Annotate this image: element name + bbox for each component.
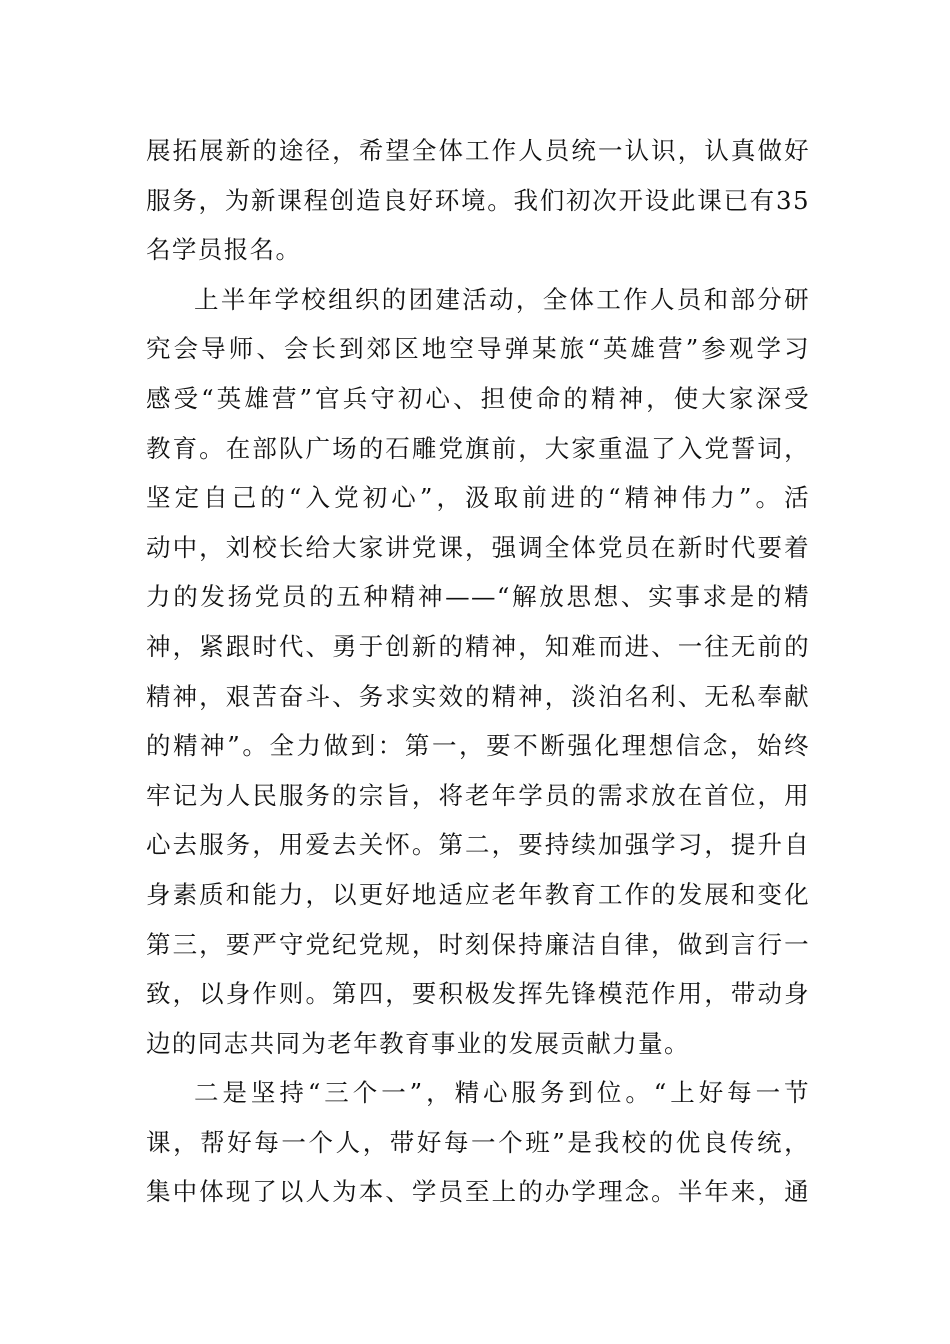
- text-line: 精神，艰苦奋斗、务求实效的精神，淡泊名利、无私奉献: [146, 681, 810, 711]
- text-line: 神，紧跟时代、勇于创新的精神，知难而进、一往无前的: [146, 631, 810, 661]
- text-line: 究会导师、会长到郊区地空导弹某旅“英雄营”参观学习: [146, 334, 810, 364]
- text-line: 感受“英雄营”官兵守初心、担使命的精神，使大家深受: [146, 383, 810, 413]
- text-line: 集中体现了以人为本、学员至上的办学理念。半年来，通: [146, 1177, 810, 1207]
- text-line: 名学员报名。: [146, 235, 302, 265]
- text-line: 上半年学校组织的团建活动，全体工作人员和部分研: [194, 284, 810, 314]
- text-line: 教育。在部队广场的石雕党旗前，大家重温了入党誓词，: [146, 433, 810, 463]
- text-line: 展拓展新的途径，希望全体工作人员统一认识，认真做好: [146, 136, 810, 165]
- paragraph-1: [146, 126, 810, 275]
- text-line: 服务，为新课程创造良好环境。我们初次开设此课已有35: [146, 185, 810, 215]
- text-line: 坚定自己的“入党初心”，汲取前进的“精神伟力”。活: [146, 483, 810, 513]
- text-line: 的精神”。全力做到：第一，要不断强化理想信念，始终: [146, 731, 810, 761]
- text-line: 第三，要严守党纪党规，时刻保持廉洁自律，做到言行一: [146, 929, 810, 959]
- text-line: 身素质和能力，以更好地适应老年教育工作的发展和变化: [146, 879, 810, 909]
- text-line: 心去服务，用爱去关怀。第二，要持续加强学习，提升自: [146, 830, 810, 860]
- text-line: 课，帮好每一个人，带好每一个班”是我校的优良传统，: [146, 1127, 810, 1157]
- text-line: 动中，刘校长给大家讲党课，强调全体党员在新时代要着: [146, 532, 810, 562]
- text-line: 牢记为人民服务的宗旨，将老年学员的需求放在首位，用: [146, 780, 810, 810]
- document-body: [146, 126, 810, 1217]
- paragraph-3: [146, 1068, 810, 1217]
- text-line: 边的同志共同为老年教育事业的发展贡献力量。: [146, 1028, 690, 1058]
- text-line: 力的发扬党员的五种精神——“解放思想、实事求是的精: [146, 582, 810, 612]
- paragraph-2: [146, 275, 810, 1069]
- text-line: 二是坚持“三个一”，精心服务到位。“上好每一节: [194, 1078, 810, 1108]
- text-line: 致，以身作则。第四，要积极发挥先锋模范作用，带动身: [146, 979, 810, 1009]
